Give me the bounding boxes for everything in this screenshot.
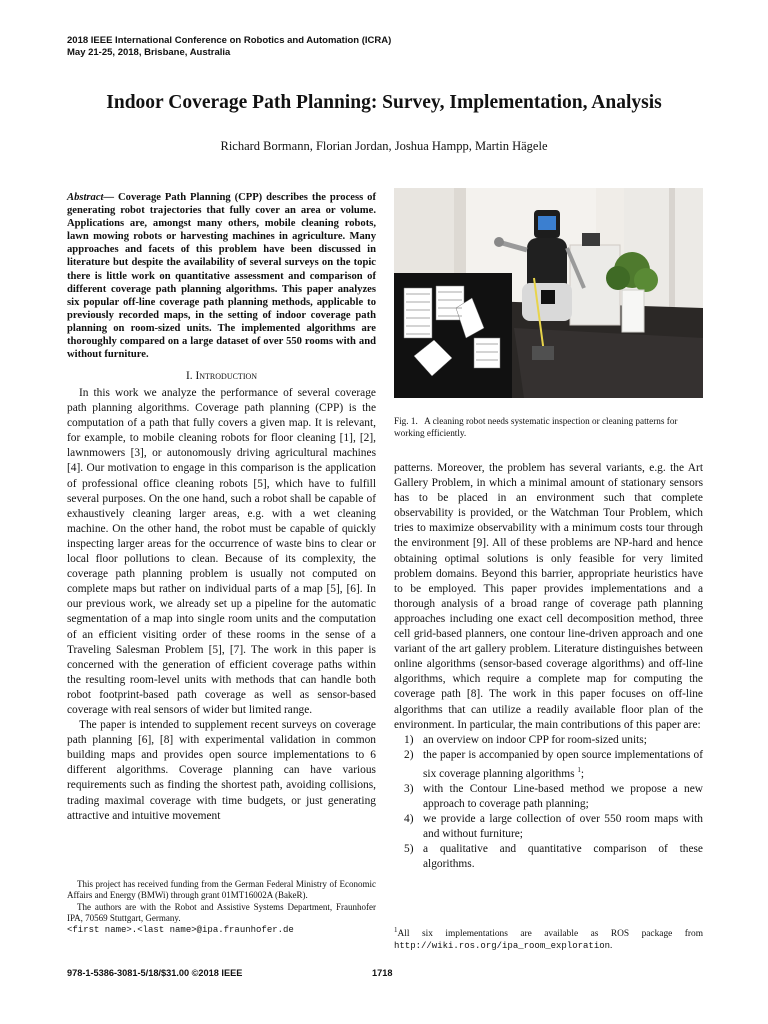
footnote-left: [67, 879, 376, 936]
right-column-body: [394, 461, 703, 872]
intro-paragraph-1: In this work we analyze the performance of several coverage path planning algorithms. Coverage path planning (CPP) is the computation of a path that fully covers a given map. It is relevant, for example, to mobile cleaning robots for floor cleaning [1], [2], lawnmowers [3], or autonomously driving agricultural machines [4]. Our motivation to engage in this comparison is the application of professional office cleaning robots [5], which have to fulfill several purposes. On the one hand, such a robot shall be capable of exhaustively cleaning larger areas, e.g. with a wet cleaning machine. On the other hand, the robot must be capable of quickly inspecting larger areas for the occurrence of waste bins to clear or local floor pollutions to clean. Because of its complexity, the coverage path planning problem is usually not computed on complete maps but rather on individual parts of a map [5], [6]. In our previous work, we already set up a pipeline for the automatic segmentation of a map into single room units and the computation of an efficient visiting order of these rooms in the sense of a Traveling Salesman Problem [5], [7]. The work in this paper is concerned with the generation of efficient coverage paths within the resulting room-level units with methods that can handle both robot footprint-based path coverage as well as sensor-based coverage with real sensors of wider but limited range.: [67, 387, 376, 716]
figure-caption-text: A cleaning robot needs systematic inspection or cleaning patterns for working efficiently.: [394, 416, 678, 438]
abstract-label: Abstract: [67, 192, 104, 203]
conference-date-location: May 21-25, 2018, Brisbane, Australia: [67, 47, 231, 58]
figure-caption-label: Fig. 1.: [394, 416, 418, 426]
section-title: Introduction: [195, 370, 258, 382]
intro-paragraph-2: The paper is intended to supplement recent surveys on coverage path planning [6], [8] with experimental validation in common building maps and provides open source implementations to 6 different algorithms. Coverage planning can have various requirements such as finding the shortest path, avoiding collisions, trading maximal coverage with time budgets, or just generating attractive and intuitive movement: [67, 719, 376, 822]
page-number: 1718: [372, 968, 393, 978]
abstract-text: Coverage Path Planning (CPP) describes the process of generating robot trajectories that fully cover an area or volume. Applications are, amongst many others, mobile cleaning robots, lawn mowing robots or harvesting machines in agriculture. Many approaches and facets of this problem have been discussed in literature but despite the availability of several surveys on the topic there is little work on quantitative assessment and comparison of different coverage path planning algorithms. This paper analyzes six popular off-line coverage path planning methods, applicable to previously recorded maps, in the setting of indoor coverage path planning on room-sized units. The implemented algorithms are thoroughly compared on a large dataset of over 550 rooms with and without furniture.: [67, 192, 376, 361]
footnote-right: $^1$All six implementations are available as ROS package from http://wiki.ros.org/ipa_room_exploration.: [394, 926, 703, 952]
figure-1-image: [394, 188, 703, 398]
footnote-right-marker: 1: [394, 926, 398, 934]
ros-package-link[interactable]: http://wiki.ros.org/ipa_room_exploration: [394, 941, 611, 952]
list-item: 4) we provide a large collection of over 550 room maps with and without furniture;: [404, 812, 703, 841]
list-item: 5) a qualitative and quantitative comparison of these algorithms.: [404, 843, 703, 871]
list-item: 3) with the Contour Line-based method we propose a new approach to coverage path planning;: [404, 782, 703, 810]
conference-header: [67, 35, 391, 59]
abstract-dash: —: [103, 192, 115, 203]
footnote-email: <first name>.<last name>@ipa.fraunhofer.de: [67, 924, 294, 935]
contributions-list: [394, 733, 703, 873]
isbn-copyright: 978-1-5386-3081-5/18/$31.00 ©2018 IEEE: [67, 968, 243, 978]
list-item: 2) the paper is accompanied by open source implementations of six coverage planning algorithms $^1$;: [404, 748, 703, 780]
introduction-body: [67, 386, 376, 824]
section-heading-introduction: [67, 370, 376, 382]
abstract: [67, 191, 376, 361]
footnote-affiliation: The authors are with the Robot and Assistive Systems Department, Fraunhofer IPA, 70569 Stuttgart, Germany.: [67, 901, 376, 924]
right-paragraph-1: patterns. Moreover, the problem has several variants, e.g. the Art Gallery Problem, in which a minimal amount of stationary sensors has to be placed in an environment such that complete observability is provided, or the Watchman Tour Problem, which tries to maximize observability with a minimum costs tour through the environment [9]. All of these problems are NP-hard and hence obtaining optimal solutions is only feasible for very limited problem domains. Beyond this barrier, appropriate heuristics have to be employed. This paper provides implementations and a thorough analysis of a broad range of coverage path planning approaches including one exact cell decomposition method, three cell grid-based planners, one contour line-driven approach and one variant of the art gallery problem. Literature distinguishes between online algorithms (sensor-based coverage algorithms) and off-line algorithms, which require a complete map for computing the coverage path [8]. The work in this paper focuses on off-line algorithms that can utilize a readily available floor plan of the environment. In particular, the main contributions of this paper are:: [394, 462, 703, 731]
robot-photo: [394, 188, 703, 398]
paper-title: Indoor Coverage Path Planning: Survey, Implementation, Analysis: [106, 92, 662, 113]
footnote-marker: 1: [577, 765, 581, 774]
footnote-right-text: All six implementations are available as ROS package from: [397, 929, 703, 940]
figure-1-caption: [394, 416, 703, 439]
footnote-funding: This project has received funding from the German Federal Ministry of Economic Affairs and Energy (BMWi) through grant 01MT16002A (BakeR).: [67, 879, 376, 901]
paper-authors: Richard Bormann, Florian Jordan, Joshua Hampp, Martin Hägele: [220, 139, 548, 153]
list-item: 1) an overview on indoor CPP for room-sized units;: [404, 733, 647, 746]
conference-name: 2018 IEEE International Conference on Robotics and Automation (ICRA): [67, 35, 392, 46]
section-number: I.: [185, 370, 193, 382]
